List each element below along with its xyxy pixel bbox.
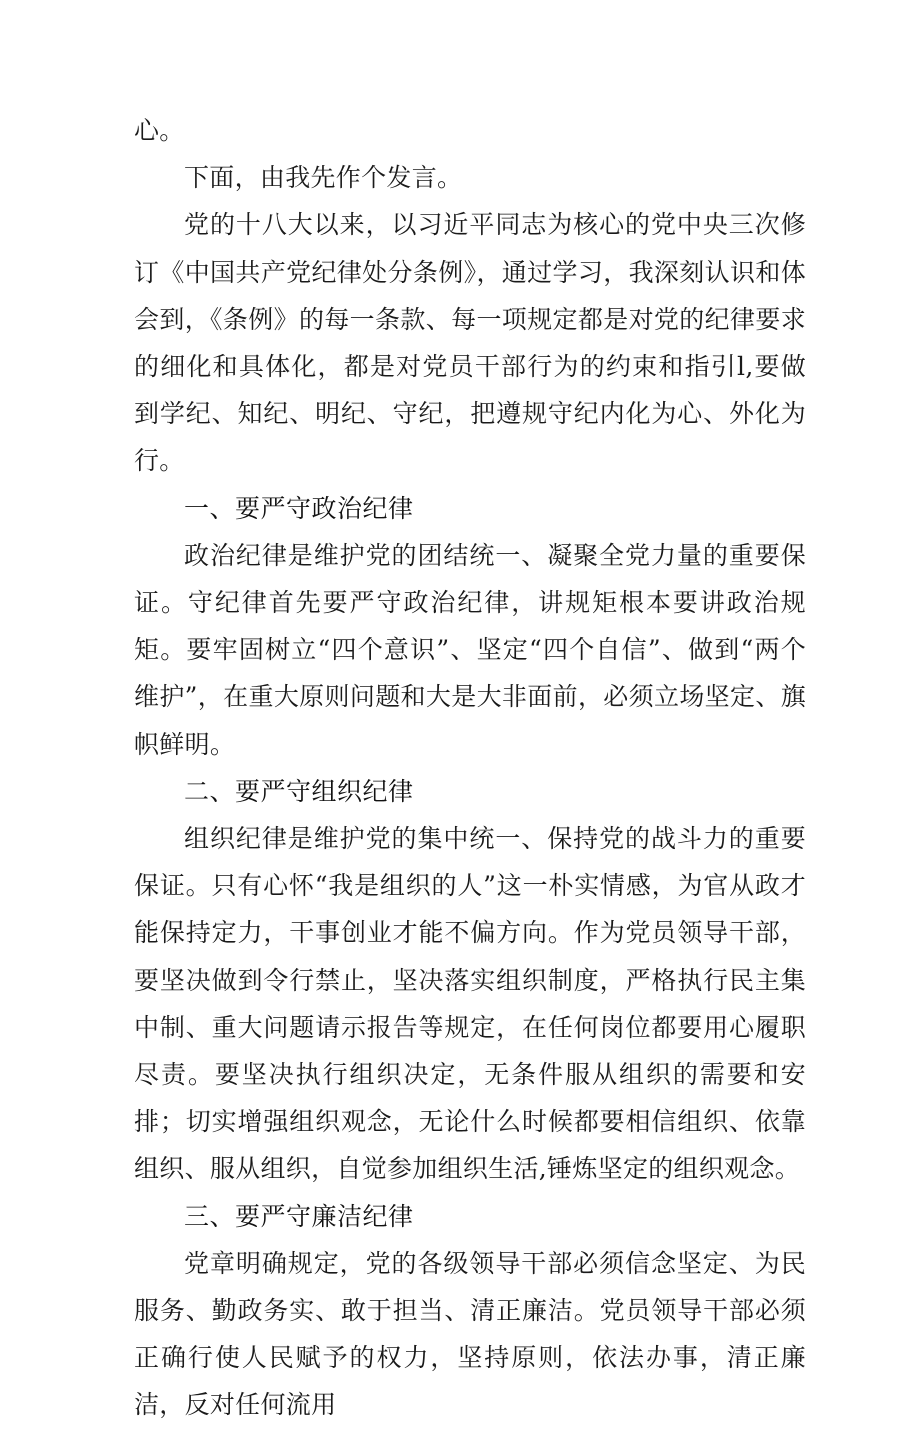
- intro-paragraph: 下面，由我先作个发言。: [184, 163, 463, 193]
- document-body: [134, 107, 806, 1429]
- section-body-integrity: 党章明确规定，党的各级领导干部必须信念坚定、为民服务、勤政务实、敢于担当、清正廉洁。党员领导干部必须正确行使人民赋予的权力，坚持原则，依法办事，清正廉洁，反对任何流用: [134, 1248, 806, 1420]
- section-body-political: 政治纪律是维护党的团结统一、凝聚全党力量的重要保证。守纪律首先要严守政治纪律，讲规矩根本要讲政治规矩。要牢固树立“四个意识”、坚定“四个自信”、做到“两个维护”，在重大原则问题和大是大非面前，必须立场坚定、旗帜鲜明。: [134, 540, 806, 759]
- continuation-line: 心。: [134, 116, 185, 145]
- section-heading-integrity: 三、要严守廉洁纪律: [184, 1201, 414, 1231]
- main-paragraph: 党的十八大以来，以习近平同志为核心的党中央三次修订《中国共产党纪律处分条例》，通过学习，我深刻认识和体会到，《条例》的每一条款、每一项规定都是对党的纪律要求的细化和具体化，都是对党员干部行为的约束和指引l,要做到学纪、知纪、明纪、守纪，把遵规守纪内化为心、外化为行。: [134, 210, 806, 476]
- section-heading-political: 一、要严守政治纪律: [184, 493, 414, 523]
- section-body-organizational: 组织纪律是维护党的集中统一、保持党的战斗力的重要保证。只有心怀“我是组织的人”这一朴实情感，为官从政才能保持定力，干事创业才能不偏方向。作为党员领导干部，要坚决做到令行禁止，坚决落实组织制度，严格执行民主集中制、重大问题请示报告等规定，在任何岗位都要用心履职尽责。要坚决执行组织决定，无条件服从组织的需要和安排；切实增强组织观念，无论什么时候都要相信组织、依靠组织、服从组织，自觉参加组织生活,锤炼坚定的组织观念。: [134, 824, 806, 1184]
- section-heading-organizational: 二、要严守组织纪律: [184, 776, 414, 806]
